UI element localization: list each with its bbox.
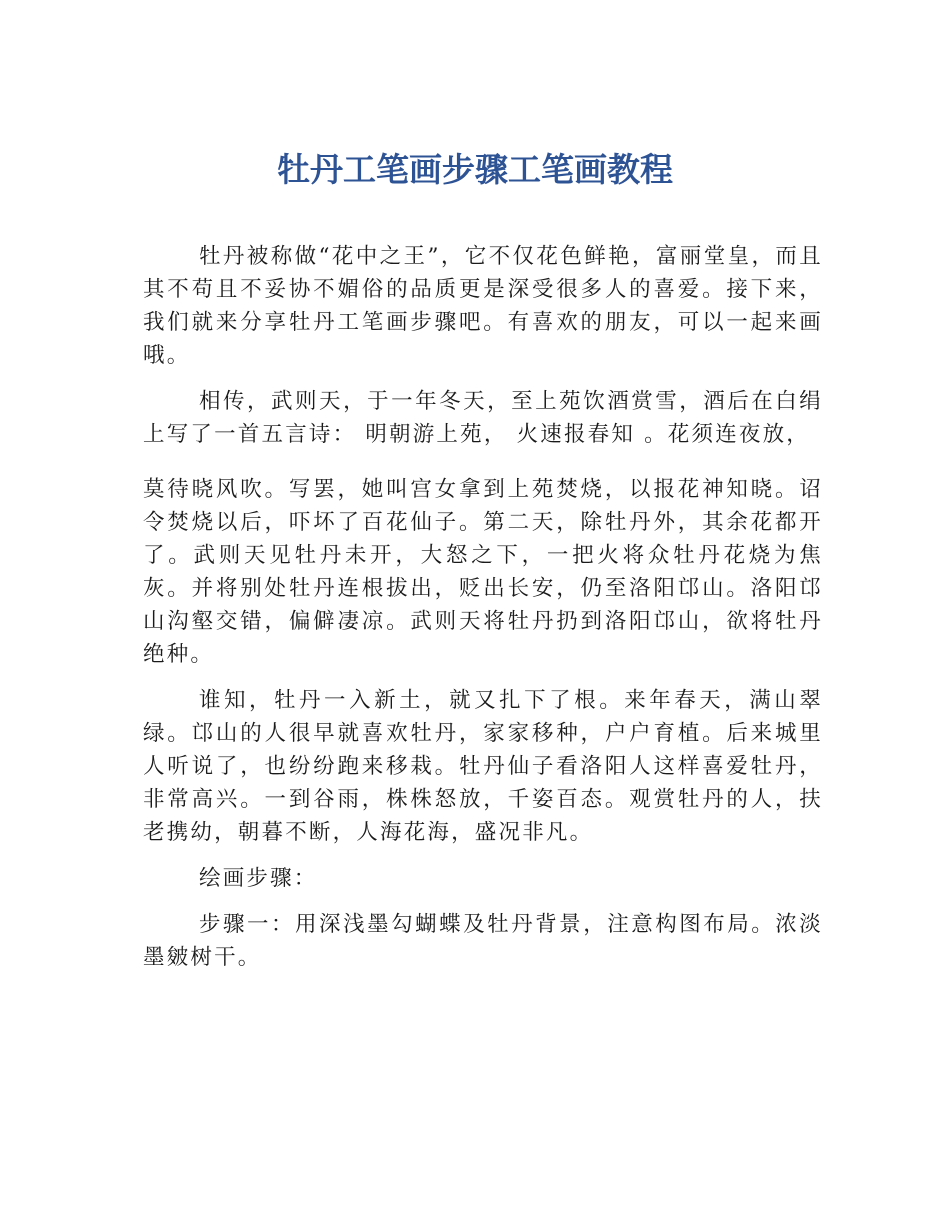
paragraph-step-one: 步骤一：用深浅墨勾蝴蝶及牡丹背景，注意构图布局。浓淡墨皴树干。 (143, 912, 823, 970)
paragraph-legend-end: 谁知，牡丹一入新土，就又扎下了根。来年春天，满山翠绿。邙山的人很早就喜欢牡丹，家家移种，户户育植。后来城里人听说了，也纷纷跑来移栽。牡丹仙子看洛阳人这样喜爱牡丹，非常高兴。一到谷雨，株株怒放，千姿百态。观赏牡丹的人，扶老携幼，朝暮不断，人海花海，盛况非凡。 (143, 688, 823, 845)
paragraph-legend-continued: 莫待晓风吹。写罢，她叫宫女拿到上苑焚烧，以报花神知晓。诏令焚烧以后，吓坏了百花仙子。第二天，除牡丹外，其余花都开了。武则天见牡丹未开，大怒之下，一把火将众牡丹花烧为焦灰。并将别处牡丹连根拔出，贬出长安，仍至洛阳邙山。洛阳邙山沟壑交错，偏僻凄凉。武则天将牡丹扔到洛阳邙山，欲将牡丹绝种。 (143, 477, 823, 667)
paragraph-steps-heading: 绘画步骤： (199, 866, 318, 891)
paragraph-legend-start: 相传，武则天，于一年冬天，至上苑饮酒赏雪，酒后在白绢上写了一首五言诗： 明朝游上苑， 火速报春知 。花须连夜放， (143, 389, 823, 447)
document-title: 牡丹工笔画步骤工笔画教程 (277, 150, 673, 189)
paragraph-intro: 牡丹被称做“花中之王”，它不仅花色鲜艳，富丽堂皇，而且其不苟且不妥协不媚俗的品质更是深受很多人的喜爱。接下来，我们就来分享牡丹工笔画步骤吧。有喜欢的朋友，可以一起来画哦。 (143, 244, 823, 368)
document-body (143, 240, 823, 987)
